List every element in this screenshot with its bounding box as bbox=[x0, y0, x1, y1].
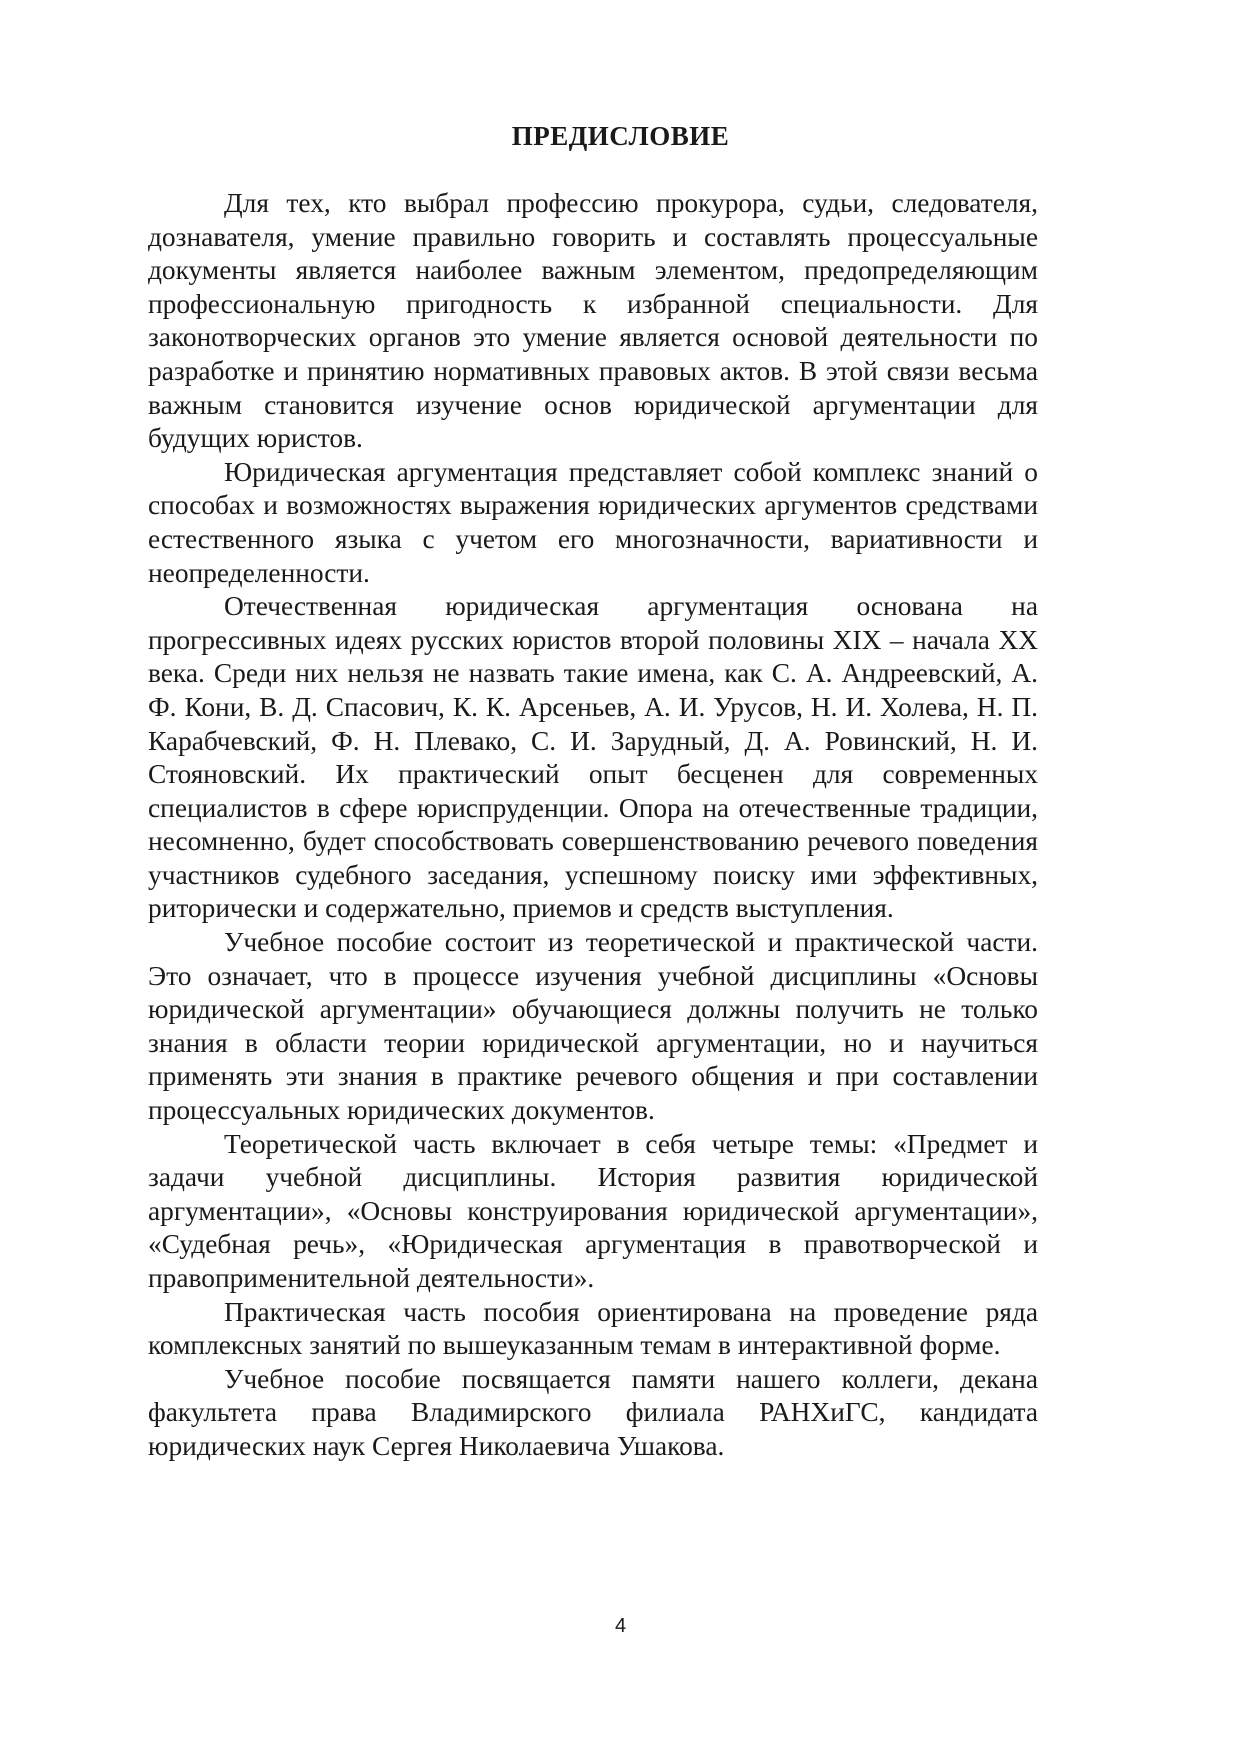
paragraph-intro: Для тех, кто выбрал профессию прокурора, судьи, следователя, дознавателя, умение правильно говорить и составлять процессуальные документы является наиболее важным элементом, предопределяющим профессиональную пригодность к избранной специальности. Для законотворческих органов это умение является основой деятельности по разработке и принятию нормативных правовых актов. В этой связи весьма важным становится изучение основ юридической аргументации для будущих юристов. bbox=[148, 188, 1038, 454]
paragraph-structure: Учебное пособие состоит из теоретической и практической части. Это означает, что в процессе изучения учебной дисциплины «Основы юридической аргументации» обучающиеся должны получить не только знания в области теории юридической аргументации, но и научиться применять эти знания в практике речевого общения и при составлении процессуальных юридических документов. bbox=[148, 927, 1038, 1126]
page-title: ПРЕДИСЛОВИЕ bbox=[511, 121, 730, 151]
document-body bbox=[148, 187, 1038, 1464]
paragraph-dedication: Учебное пособие посвящается памяти нашего коллеги, декана факультета права Владимирского филиала РАНХиГС, кандидата юридических наук Сергея Николаевича Ушакова. bbox=[148, 1363, 1038, 1461]
page-number: 4 bbox=[614, 1615, 627, 1637]
paragraph-history: Отечественная юридическая аргументация основана на прогрессивных идеях русских юристов второй половины XIX – начала XX века. Среди них нельзя не назвать такие имена, как С. А. Андреевский, А. Ф. Кони, В. Д. Спасович, К. К. Арсеньев, А. И. Урусов, Н. И. Холева, Н. П. Карабчевский, Ф. Н. Плевако, С. И. Зарудный, Д. А. Ровинский, Н. И. Стояновский. Их практический опыт бесценен для современных специалистов в сфере юриспруденции. Опора на отечественные традиции, несомненно, будет способствовать совершенствованию речевого поведения участников судебного заседания, успешному поиску ими эффективных, риторически и содержательно, приемов и средств выступления. bbox=[148, 591, 1038, 924]
paragraph-theory: Теоретической часть включает в себя четыре темы: «Предмет и задачи учебной дисциплины. История развития юридической аргументации», «Основы конструирования юридической аргументации», «Судебная речь», «Юридическая аргументация в правотворческой и правоприменительной деятельности». bbox=[148, 1128, 1038, 1293]
paragraph-definition: Юридическая аргументация представляет собой комплекс знаний о способах и возможностях выражения юридических аргументов средствами естественного языка с учетом его многозначности, вариативности и неопределенности. bbox=[148, 456, 1038, 588]
paragraph-practice: Практическая часть пособия ориентирована на проведение ряда комплексных занятий по вышеуказанным темам в интерактивной форме. bbox=[148, 1296, 1038, 1361]
